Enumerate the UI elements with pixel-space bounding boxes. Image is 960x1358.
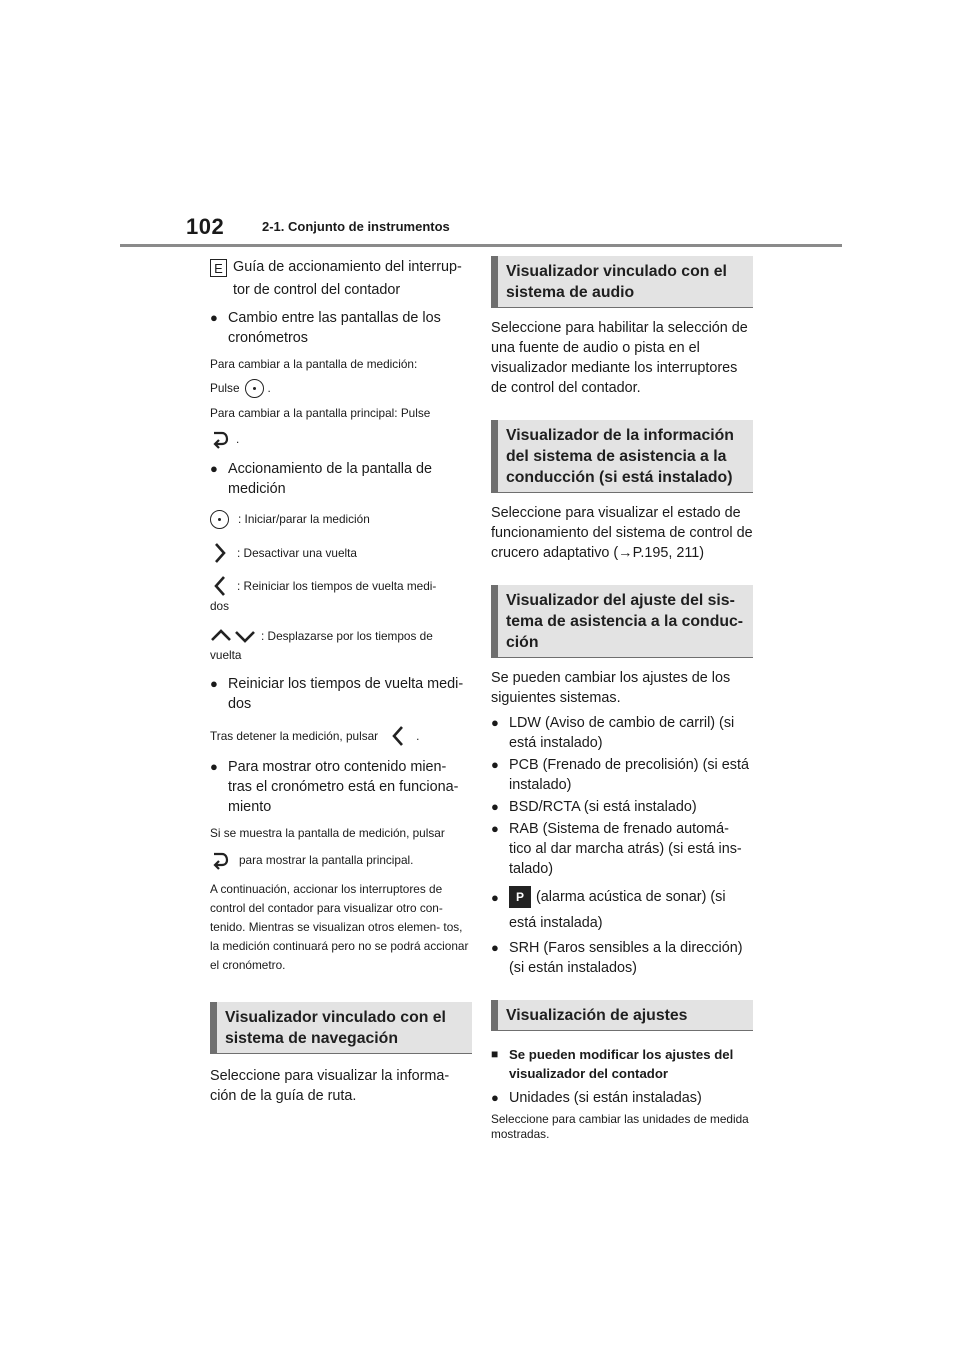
bullet-text: PCB (Frenado de precolisión) (si está instalado) [509,757,749,793]
bullet-icon: ● [210,310,218,325]
section-banner-audio: Visualizador vinculado con el sistema de audio [491,256,753,308]
bullet-item [491,884,753,936]
icon-line [210,575,472,597]
bullet-item [491,819,753,879]
icon-description: : Iniciar/parar la medición [238,512,370,526]
bullet-item [491,797,753,817]
icon-line [210,850,472,870]
bullet-item [491,1088,753,1108]
icon-line [210,429,472,449]
bullet-item [210,674,472,714]
bullet-text: SRH (Faros sensibles a la dirección) (si están instalados) [509,940,743,976]
icon-line [210,725,472,747]
icon-line [210,379,472,398]
bullet-icon: ● [210,676,218,691]
sonar-icon: P [509,886,531,908]
paragraph: A continuación, accionar los interruptores de control del contador para visualizar otro con- tenido. Mientras se visualizan otros elemen- tos, la medición continuará pero no se podrá accionar el cronómetro. [210,882,469,972]
bullet-icon: ● [491,890,499,905]
icon-description: : Desactivar una vuelta [237,545,357,560]
icon-line [210,542,472,564]
paragraph: Seleccione para visualizar el estado de funcionamiento del sistema de control de crucero adaptativo (→P.195, 211) [491,505,753,561]
circle-dot-icon [245,379,264,398]
bullet-icon: ● [491,821,499,836]
paragraph: Seleccione para habilitar la selección de una fuente de audio o pista en el visualizador mediante los interruptores de control del contador. [491,320,748,396]
bullet-icon: ● [210,759,218,774]
bullet-text: RAB (Sistema de frenado automá- tico al dar marcha atrás) (si está ins- talado) [509,821,742,877]
bullet-item [491,755,753,795]
paragraph: Para cambiar a la pantalla de medición: [210,357,418,371]
paragraph-text: . [416,728,420,743]
bullet-icon: ● [491,940,499,955]
section-banner-assist-info: Visualizador de la información del sistema de asistencia a la conducción (si está instalado) [491,420,753,493]
bullet-text: Unidades (si están instaladas) [509,1090,702,1106]
icon-description-cont: dos [210,599,230,613]
paragraph: Si se muestra la pantalla de medición, pulsar [210,826,445,840]
icon-description: : Reiniciar los tiempos de vuelta medi- [237,578,437,593]
lead-line1: Guía de accionamiento del interrup- [233,259,462,275]
right-column [491,256,753,1142]
circle-dot-icon [210,510,229,529]
letter-box: E [210,259,227,277]
chevron-left-icon [210,575,230,597]
section-banner-assist-settings: Visualizador del ajuste del sis- tema de asistencia a la conduc- ción [491,585,753,658]
square-heading [491,1045,753,1083]
bullet-text: (alarma acústica de sonar) (si está instalada) [509,889,726,931]
bullet-text: Para mostrar otro contenido mien- tras el cronómetro está en funciona- miento [228,759,459,815]
page-number: 102 [186,214,225,239]
bullet-icon: ● [491,799,499,814]
bullet-text: LDW (Aviso de cambio de carril) (si está instalado) [509,715,735,751]
paragraph-text: Pulse [210,381,240,395]
bullet-icon: ● [491,1090,499,1105]
paragraph: Se pueden cambiar los ajustes de los siguientes sistemas. [491,670,731,706]
chevron-right-icon [210,542,230,564]
paragraph: Para cambiar a la pantalla principal: Pulse [210,406,431,420]
bullet-text: Reiniciar los tiempos de vuelta medi- dos [228,676,464,712]
bullet-item [491,713,753,753]
lead-heading [210,256,472,279]
paragraph-text: . [236,431,240,446]
paragraph-text: . [267,381,271,395]
icon-line [210,626,472,646]
paragraph: Seleccione para cambiar las unidades de medida mostradas. [491,1112,749,1141]
icon-description: : Desplazarse por los tiempos de [261,628,433,643]
paragraph-text: Tras detener la medición, pulsar [210,728,379,743]
square-heading-text: Se pueden modificar los ajustes del visualizador del contador [509,1047,734,1081]
section-title: 2-1. Conjunto de instrumentos [262,219,450,234]
bullet-icon: ● [491,757,499,772]
bullet-item [210,308,472,348]
bullet-item [210,459,472,499]
return-arrow-icon [210,850,232,870]
left-column [210,256,472,1106]
section-banner-navigation: Visualizador vinculado con el sistema de navegación [210,1002,472,1054]
bullet-text: Accionamiento de la pantalla de medición [228,461,433,497]
chevron-left-icon [388,725,408,747]
bullet-text: Cambio entre las pantallas de los cronómetros [228,310,441,346]
return-arrow-icon [210,429,232,449]
bullet-text: BSD/RCTA (si está instalado) [509,799,697,815]
bullet-text-with-icon [509,884,753,936]
chevron-up-down-icon [210,626,256,646]
bullet-icon: ● [210,461,218,476]
bullet-item [491,938,753,978]
bullet-icon: ● [491,715,499,730]
section-banner-settings: Visualización de ajustes [491,1000,753,1031]
bullet-item [210,757,472,817]
square-icon: ■ [491,1047,499,1061]
lead-line2: tor de control del contador [233,282,401,298]
icon-line [210,510,472,529]
paragraph: Seleccione para visualizar la informa- ción de la guía de ruta. [210,1068,450,1104]
paragraph-text: para mostrar la pantalla principal. [239,852,414,867]
header-rule [120,244,842,247]
icon-description-cont: vuelta [210,648,242,662]
